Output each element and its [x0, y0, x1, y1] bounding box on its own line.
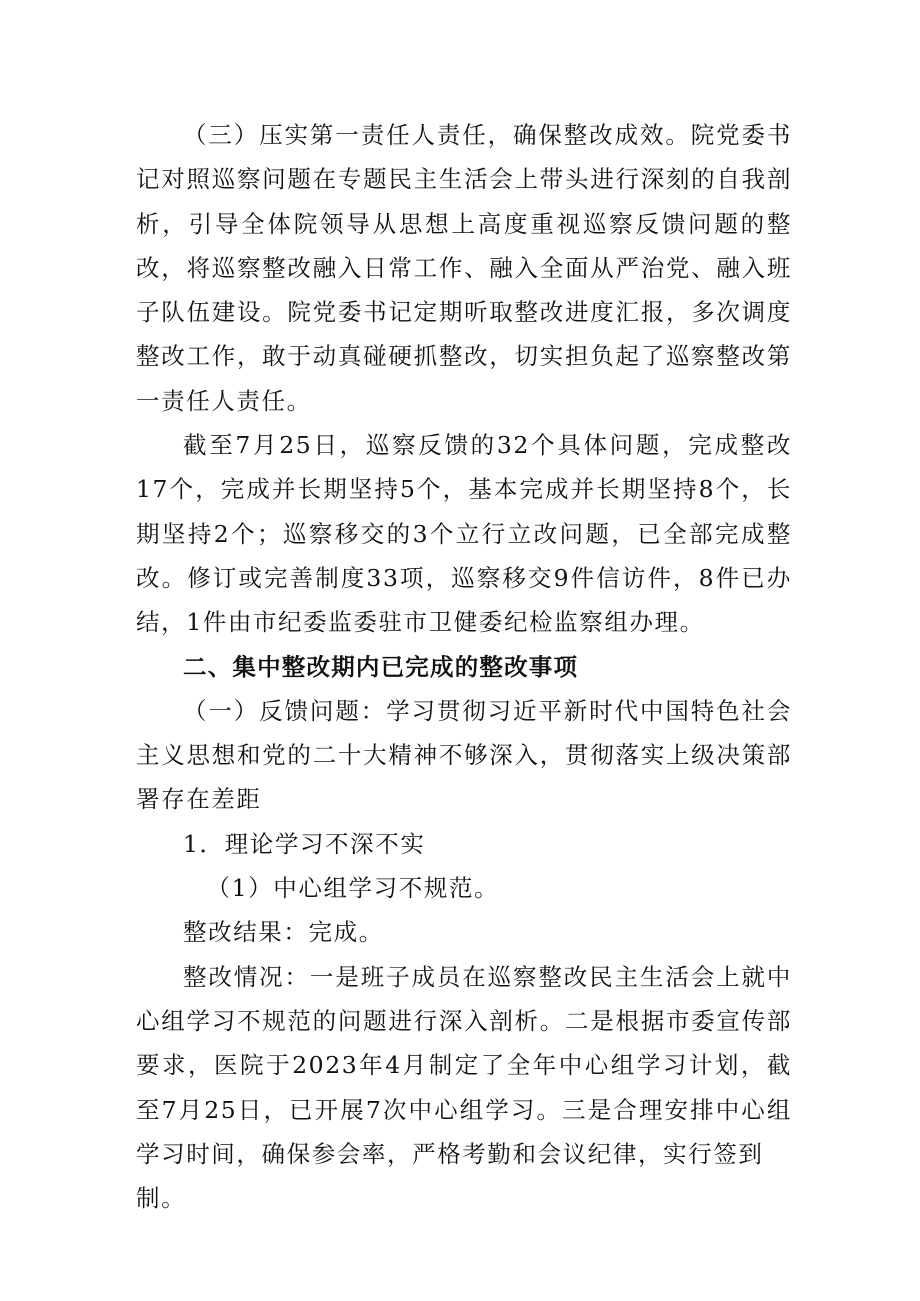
paragraph-progress-summary: 截至7月25日，巡察反馈的32个具体问题，完成整改17个，完成并长期坚持5个，基本完成并长期坚持8个，长期坚持2个；巡察移交的3个立行立改问题，已全部完成整改。修订或完善制度33项，巡察移交9件信访件，8件已办结，1件由市纪委监委驻市卫健委纪检监察组办理。 [136, 431, 792, 637]
rectification-situation-tail: 制。 [136, 1184, 187, 1213]
feedback-item: （一）反馈问题：学习贯彻习近平新时代中国特色社会主义思想和党的二十大精神不够深入，贯彻落实上级决策部署存在差距 [136, 696, 792, 814]
document-body [136, 113, 792, 1220]
section-heading: 二、集中整改期内已完成的整改事项 [183, 652, 579, 681]
sub-item-theory-study: 1．理论学习不深不实 [183, 829, 426, 858]
rectification-result: 整改结果：完成。 [183, 918, 384, 947]
paragraph-responsibility: （三）压实第一责任人责任，确保整改成效。院党委书记对照巡察问题在专题民主生活会上带头进行深刻的自我剖析，引导全体院领导从思想上高度重视巡察反馈问题的整改，将巡察整改融入日常工作、融入全面从严治党、融入班子队伍建设。院党委书记定期听取整改进度汇报，多次调度整改工作，敢于动真碰硬抓整改，切实担负起了巡察整改第一责任人责任。 [136, 121, 792, 415]
rectification-situation: 整改情况：一是班子成员在巡察整改民主生活会上就中心组学习不规范的问题进行深入剖析。二是根据市委宣传部要求，医院于2023年4月制定了全年中心组学习计划，截至7月25日，已开展7次中心组学习。三是合理安排中心组学习时间，确保参会率，严格考勤和会议纪律，实行签到 [136, 962, 792, 1168]
sub-sub-item-central-group: （1）中心组学习不规范。 [206, 874, 500, 903]
